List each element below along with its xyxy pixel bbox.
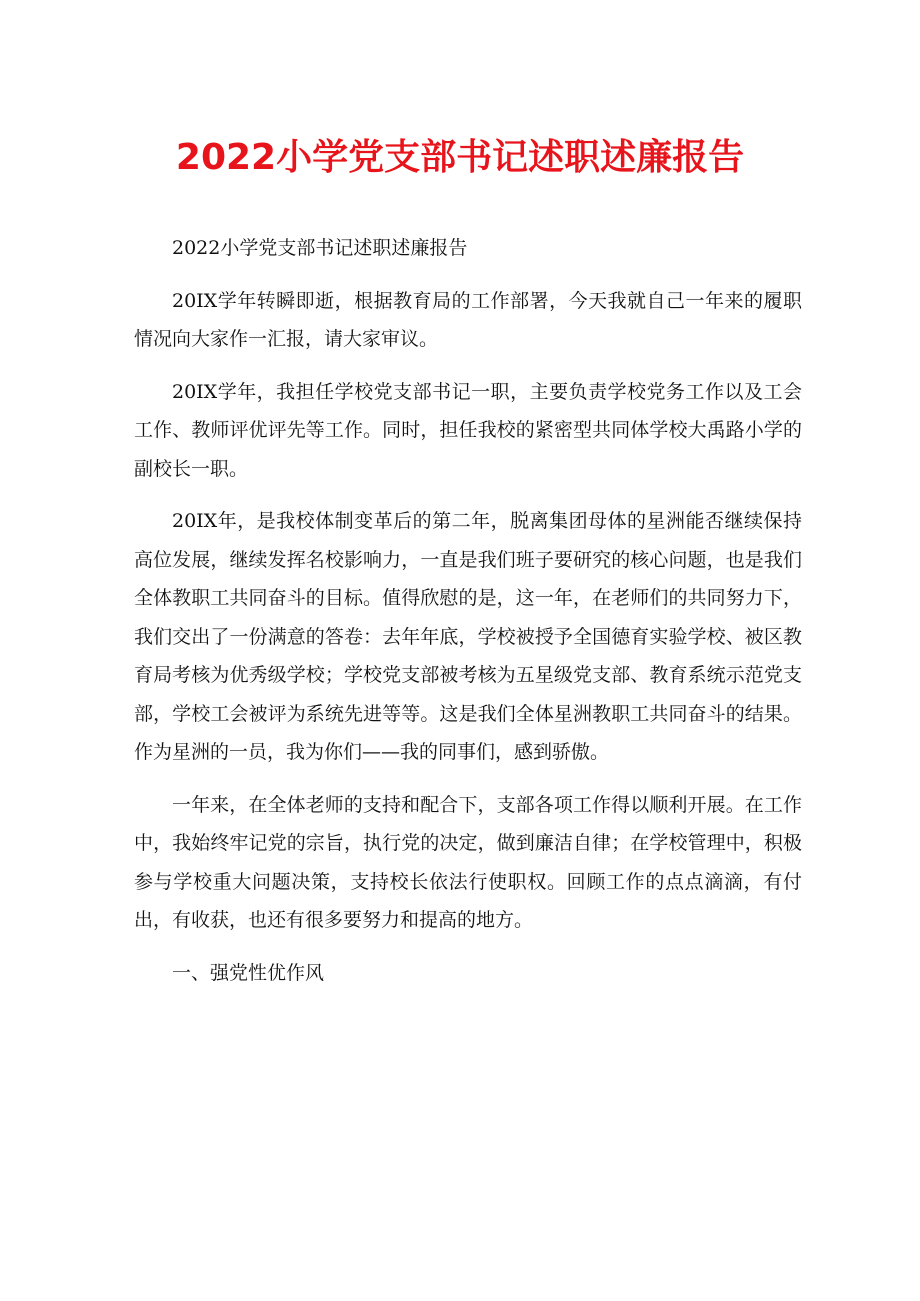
document-body xyxy=(134,229,802,1006)
paragraph-duties: 20IX学年，我担任学校党支部书记一职，主要负责学校党务工作以及工会工作、教师评优评先等工作。同时，担任我校的紧密型共同体学校大禹路小学的副校长一职。 xyxy=(134,380,802,480)
section-heading: 一、强党性优作风 xyxy=(172,961,325,984)
paragraph-achievements: 20IX年，是我校体制变革后的第二年，脱离集团母体的星洲能否继续保持高位发展，继续发挥名校影响力，一直是我们班子要研究的核心问题，也是我们全体教职工共同奋斗的目标。值得欣慰的是，这一年，在老师们的共同努力下，我们交出了一份满意的答卷：去年年底，学校被授予全国德育实验学校、被区教育局考核为优秀级学校；学校党支部被考核为五星级党支部、教育系统示范党支部，学校工会被评为系统先进等等。这是我们全体星洲教职工共同奋斗的结果。作为星洲的一员，我为你们——我的同事们，感到骄傲。 xyxy=(134,510,802,763)
document-title: 2022小学党支部书记述职述廉报告 xyxy=(175,137,745,178)
paragraph-subtitle: 2022小学党支部书记述职述廉报告 xyxy=(172,237,468,259)
paragraph-summary: 一年来，在全体老师的支持和配合下，支部各项工作得以顺利开展。在工作中，我始终牢记党的宗旨，执行党的决定，做到廉洁自律；在学校管理中，积极参与学校重大问题决策，支持校长依法行使职权。回顾工作的点点滴滴，有付出，有收获，也还有很多要努力和提高的地方。 xyxy=(134,793,802,931)
paragraph-intro: 20IX学年转瞬即逝，根据教育局的工作部署，今天我就自己一年来的履职情况向大家作一汇报，请大家审议。 xyxy=(134,289,802,350)
